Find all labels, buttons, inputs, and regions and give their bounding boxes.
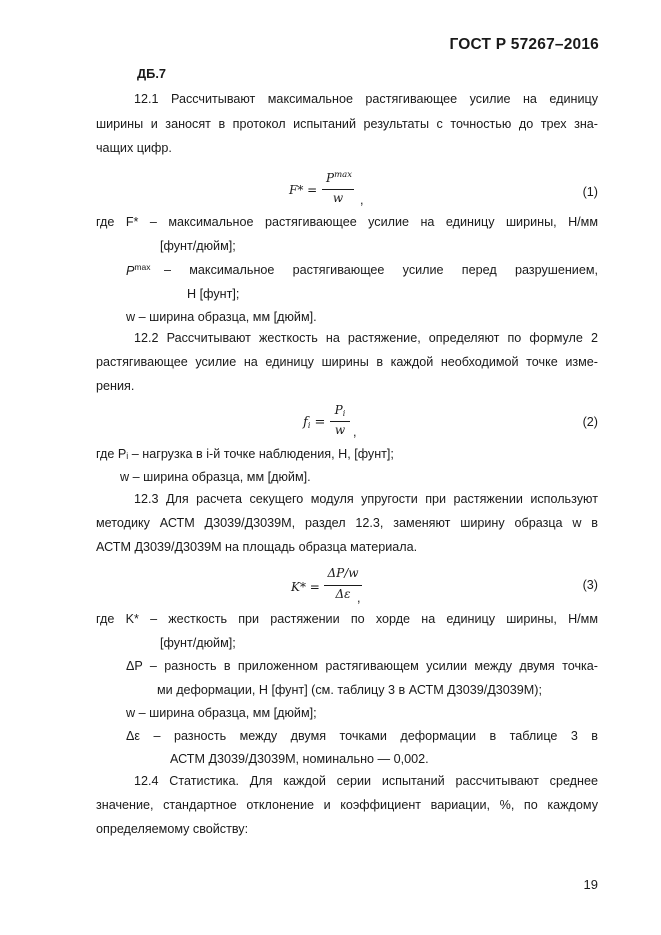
eq2-numerator: $P_i$ <box>334 403 346 418</box>
eq3-lhs: K* = <box>291 580 320 594</box>
standard-code-header: ГОСТ Р 57267–2016 <box>449 36 599 53</box>
eq1-numerator: $P^{max}$ <box>326 170 352 185</box>
eq3-numerator: ΔP/w <box>327 566 359 580</box>
p12-1-line3: чащих цифр. <box>96 141 172 155</box>
p12-2-line3: рения. <box>96 379 135 393</box>
where1-p-line2: Н [фунт]; <box>187 287 240 301</box>
p12-4-line1: 12.4 Статистика. Для каждой серии испытаний рассчитывают среднее <box>134 774 598 788</box>
p12-3-line3: АСТМ Д3039/Д3039М на площадь образца материала. <box>96 540 418 554</box>
where2-w: w – ширина образца, мм [дюйм]. <box>120 470 311 484</box>
where1-p-line1: – максимальное растягивающее усилие перед разрушением, <box>164 263 598 277</box>
eq1-fraction-bar <box>322 189 354 190</box>
p12-4-line3: определяемому свойству: <box>96 822 249 836</box>
where3-k-line1: где K* – жесткость при растяжении по хорде на единицу ширины, Н/мм <box>96 612 598 626</box>
eq3-number: (3) <box>582 578 598 592</box>
where3-w: w – ширина образца, мм [дюйм]; <box>126 706 317 720</box>
where3-de-line1: Δε – разность между двумя точками деформации в таблице 3 в <box>126 729 598 743</box>
eq2-denominator: w <box>334 423 346 437</box>
where3-k-line2: [фунт/дюйм]; <box>160 636 236 650</box>
where1-f-line1: где F* – максимальное растягивающее усилие на единицу ширины, Н/мм <box>96 215 598 229</box>
p12-3-line1: 12.3 Для расчета секущего модуля упругости при растяжении используют <box>134 492 598 506</box>
p12-1-line1: 12.1 Рассчитывают максимальное растягивающее усилие на единицу <box>134 92 598 106</box>
eq3-comma: , <box>357 591 361 605</box>
p12-2-line2: растягивающее усилие на единицу ширины в каждой необходимой точке изме- <box>96 355 598 369</box>
where1-p-symbol: $P^{max}$ <box>126 262 151 278</box>
p12-1-line2: ширины и заносят в протокол испытаний результаты с точностью до трех зна- <box>96 117 598 131</box>
eq1-denominator: w <box>332 191 344 205</box>
p12-3-line2: методику АСТМ Д3039/Д3039М, раздел 12.3, заменяют ширину образца w в <box>96 516 598 530</box>
eq2-number: (2) <box>582 415 598 429</box>
eq1-number: (1) <box>582 185 598 199</box>
where1-w: w – ширина образца, мм [дюйм]. <box>126 310 317 324</box>
p12-2-line1: 12.2 Рассчитывают жесткость на растяжение, определяют по формуле 2 <box>134 331 598 345</box>
eq3-fraction-bar <box>324 585 362 586</box>
section-title: ДБ.7 <box>137 66 166 81</box>
where3-dp-line1: ΔP – разность в приложенном растягивающем усилии между двумя точка- <box>126 659 598 673</box>
where2-p: где Pᵢ – нагрузка в i-й точке наблюдения, Н, [фунт]; <box>96 447 394 461</box>
eq1-comma: , <box>360 193 364 207</box>
eq2-comma: , <box>353 425 357 439</box>
where3-dp-line2: ми деформации, Н [фунт] (см. таблицу 3 в АСТМ Д3039/Д3039М); <box>157 683 542 697</box>
eq3-denominator: Δε <box>335 587 351 601</box>
p12-4-line2: значение, стандартное отклонение и коэффициент вариации, %, по каждому <box>96 798 598 812</box>
where1-f-line2: [фунт/дюйм]; <box>160 239 236 253</box>
where3-de-line2: АСТМ Д3039/Д3039М, номинально — 0,002. <box>170 752 429 766</box>
eq2-lhs: $f_i$ = <box>303 415 326 430</box>
page-number: 19 <box>583 877 598 892</box>
eq2-fraction-bar <box>330 421 350 422</box>
eq1-lhs: F* = <box>289 183 318 197</box>
